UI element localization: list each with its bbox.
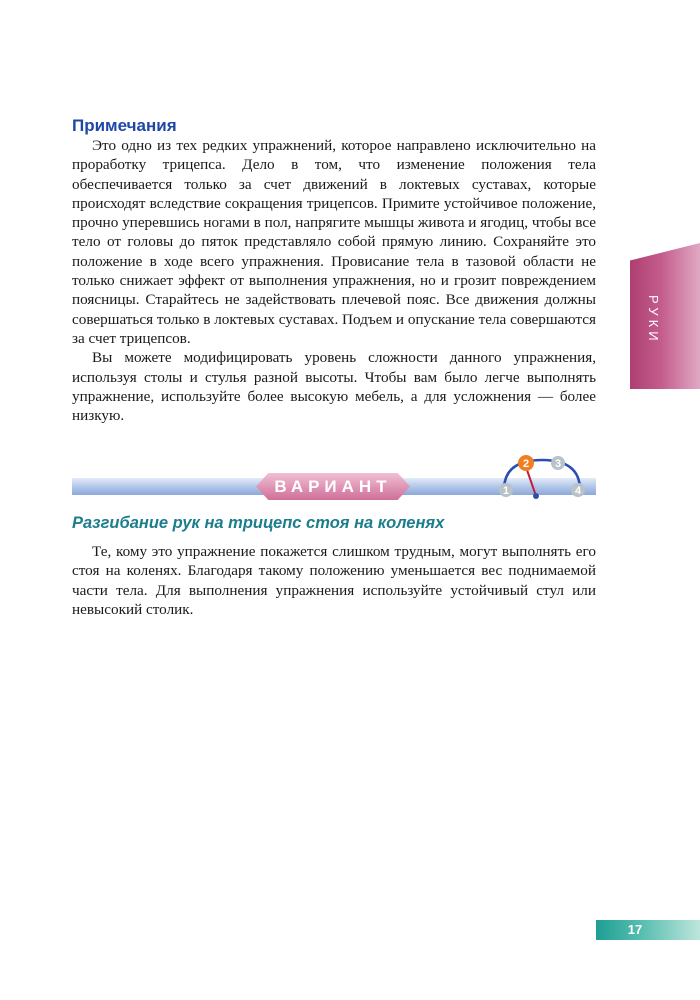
page-number: 17	[627, 922, 643, 937]
notes-heading: Примечания	[72, 116, 177, 135]
level-4-label: 4	[574, 485, 582, 497]
level-2-label: 2	[522, 458, 530, 470]
variant-body	[72, 542, 596, 619]
notes-paragraph: Это одно из тех редких упражнений, которое направлено исключительно на проработку трицепса. Дело в том, что изменение положения тела обеспечивается только за счет движений в локтевых суставах, которые происходят вследствие сокращения трицепсов. Примите устойчивое положение, прочно уперевшись ногами в пол, напрягите мышцы живота и ягодиц, чтобы все тело от головы до пяток представляло собой прямую линию. Сохраняйте это положение в ходе всего упражнения. Провисание тела в тазовой области не только снижает эффект от выполнения упражнения, но и грозит повреждением поясницы. Старайтесь не задействовать плечевой пояс. Все движения должны совершаться только в локтевых суставах. Подъем и опускание тела совершаются за счет трицепсов.	[72, 137, 596, 347]
section-tab-label: РУКИ	[646, 295, 661, 345]
difficulty-pointer	[526, 467, 536, 496]
difficulty-level-icon	[494, 450, 590, 502]
variant-title: Разгибание рук на трицепс стоя на коленях	[72, 514, 445, 532]
level-1-label: 1	[502, 485, 510, 497]
level-3-label: 3	[554, 458, 562, 470]
variant-paragraph: Те, кому это упражнение покажется слишком трудным, могут выполнять его стоя на коленях. Благодаря такому положению уменьшается вес поднимаемой части тела. Для выполнения упражнения используйте устойчивый стул или невысокий столик.	[72, 543, 596, 618]
notes-paragraph: Вы можете модифицировать уровень сложности данного упражнения, используя столы и стулья разной высоты. Чтобы вам было легче выполнять упражнение, используйте более высокую мебель, а для усложнения — более низкую.	[72, 349, 596, 425]
difficulty-arc	[504, 460, 580, 490]
difficulty-pivot	[533, 493, 539, 499]
variant-label: ВАРИАНТ	[274, 477, 392, 496]
notes-body	[72, 136, 596, 425]
